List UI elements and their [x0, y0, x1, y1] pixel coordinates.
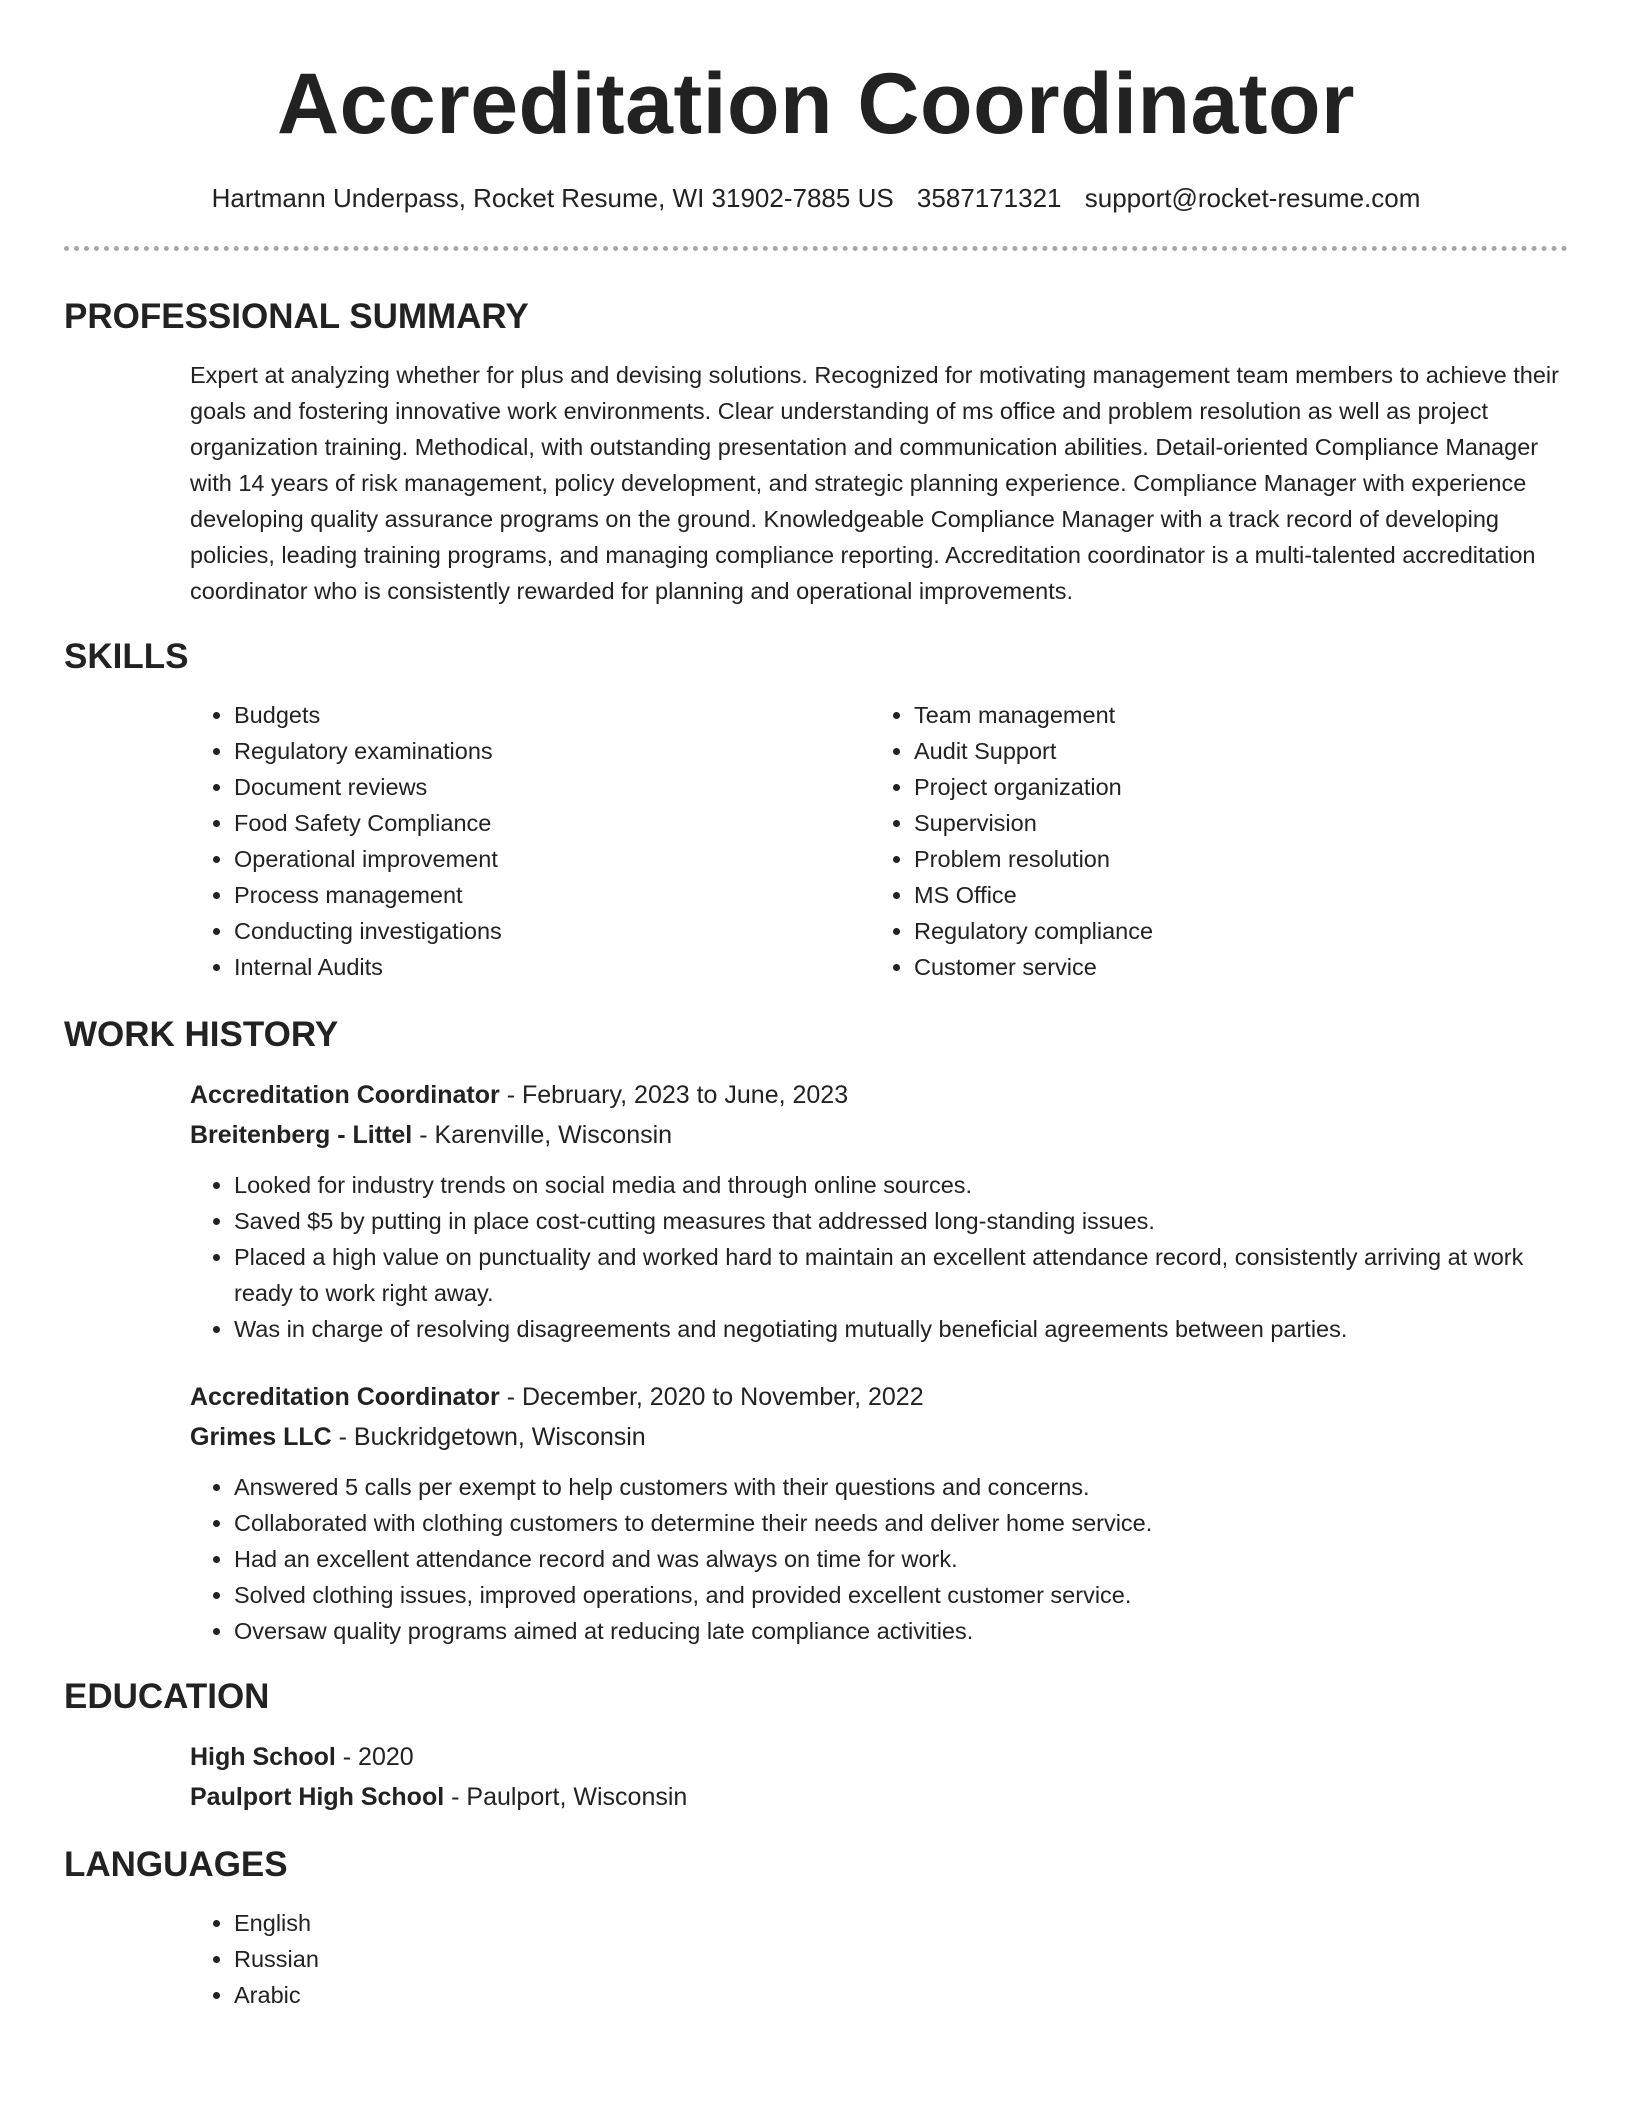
contact-address: Hartmann Underpass, Rocket Resume, WI 31902-7885 US [211, 183, 894, 213]
skill-item: • MS Office [914, 877, 1550, 913]
language-item: • Arabic [234, 1977, 1568, 2013]
education-degree: High School [190, 1743, 336, 1771]
skill-item: • Project organization [914, 769, 1550, 805]
skills-list-left [190, 697, 870, 985]
summary-section [190, 357, 1568, 609]
skill-item: • Regulatory compliance [914, 913, 1550, 949]
education-year: - 2020 [335, 1743, 414, 1771]
skill-item: • Audit Support [914, 733, 1550, 769]
skill-item: • Regulatory examinations [234, 733, 870, 769]
skill-item: • Process management [234, 877, 870, 913]
job-dates: - February, 2023 to June, 2023 [499, 1081, 849, 1109]
education-section [190, 1737, 1568, 1817]
job-entry [190, 1075, 1568, 1347]
skill-item: • Team management [914, 697, 1550, 733]
job-company: Breitenberg - Littel [190, 1121, 413, 1149]
skills-heading: SKILLS [64, 637, 189, 676]
job-bullet: • Was in charge of resolving disagreements and negotiating mutually beneficial agreements between parties. [234, 1311, 1568, 1347]
skills-section [190, 697, 1568, 985]
skill-item: • Conducting investigations [234, 913, 870, 949]
job-bullet: • Had an excellent attendance record and was always on time for work. [234, 1541, 1568, 1577]
skill-item: • Supervision [914, 805, 1550, 841]
languages-list [190, 1905, 1568, 2013]
resume-name: Accreditation Coordinator [276, 56, 1355, 152]
contact-email: support@rocket-resume.com [1084, 183, 1421, 213]
language-item: • Russian [234, 1941, 1568, 1977]
contact-line [64, 180, 1568, 216]
education-degree-line [190, 1737, 1568, 1777]
job-bullet: • Oversaw quality programs aimed at reducing late compliance activities. [234, 1613, 1568, 1649]
skill-item: • Problem resolution [914, 841, 1550, 877]
job-company-line [190, 1115, 1568, 1155]
education-location: - Paulport, Wisconsin [444, 1783, 688, 1811]
job-bullet: • Placed a high value on punctuality and worked hard to maintain an excellent attendance record, consistently arriving at work ready to work right away. [234, 1239, 1568, 1311]
job-location: - Karenville, Wisconsin [412, 1121, 673, 1149]
language-item: • English [234, 1905, 1568, 1941]
summary-heading: PROFESSIONAL SUMMARY [64, 297, 529, 336]
job-bullet: • Solved clothing issues, improved operations, and provided excellent customer service. [234, 1577, 1568, 1613]
job-bullet: • Saved $5 by putting in place cost-cutting measures that addressed long-standing issues. [234, 1203, 1568, 1239]
skill-item: • Customer service [914, 949, 1550, 985]
job-dates: - December, 2020 to November, 2022 [499, 1383, 924, 1411]
job-entry [190, 1377, 1568, 1649]
summary-text: Expert at analyzing whether for plus and devising solutions. Recognized for motivating management team members to achieve their goals and fostering innovative work environments. Clear understanding of ms office and problem resolution as well as project organization training. Methodical, with outstanding presentation and communication abilities. Detail-oriented Compliance Manager with 14 years of risk management, policy development, and strategic planning experience. Compliance Manager with experience developing quality assurance programs on the ground. Knowledgeable Compliance Manager with a track record of developing policies, leading training programs, and managing compliance reporting. Accreditation coordinator is a multi-talented accreditation coordinator who is consistently rewarded for planning and operational improvements. [190, 362, 1559, 604]
job-role: Accreditation Coordinator [190, 1081, 500, 1109]
education-heading: EDUCATION [64, 1677, 270, 1716]
job-company-line [190, 1417, 1568, 1457]
education-school-line [190, 1777, 1568, 1817]
job-bullets [190, 1469, 1568, 1649]
job-bullets [190, 1167, 1568, 1347]
skill-item: • Food Safety Compliance [234, 805, 870, 841]
work-history-heading: WORK HISTORY [64, 1015, 339, 1054]
skill-item: • Budgets [234, 697, 870, 733]
skills-list-right [870, 697, 1550, 985]
skill-item: • Document reviews [234, 769, 870, 805]
job-company: Grimes LLC [190, 1423, 332, 1451]
header-divider [64, 246, 1568, 251]
job-title-line [190, 1377, 1568, 1417]
job-title-line [190, 1075, 1568, 1115]
skill-item: • Operational improvement [234, 841, 870, 877]
contact-phone: 3587171321 [916, 183, 1062, 213]
job-location: - Buckridgetown, Wisconsin [331, 1423, 646, 1451]
job-role: Accreditation Coordinator [190, 1383, 500, 1411]
job-bullet: • Looked for industry trends on social media and through online sources. [234, 1167, 1568, 1203]
job-bullet: • Answered 5 calls per exempt to help customers with their questions and concerns. [234, 1469, 1568, 1505]
resume-page [64, 0, 1568, 2013]
languages-heading: LANGUAGES [64, 1845, 288, 1884]
skill-item: • Internal Audits [234, 949, 870, 985]
languages-section [190, 1905, 1568, 2013]
job-bullet: • Collaborated with clothing customers to determine their needs and deliver home service. [234, 1505, 1568, 1541]
education-school: Paulport High School [190, 1783, 445, 1811]
